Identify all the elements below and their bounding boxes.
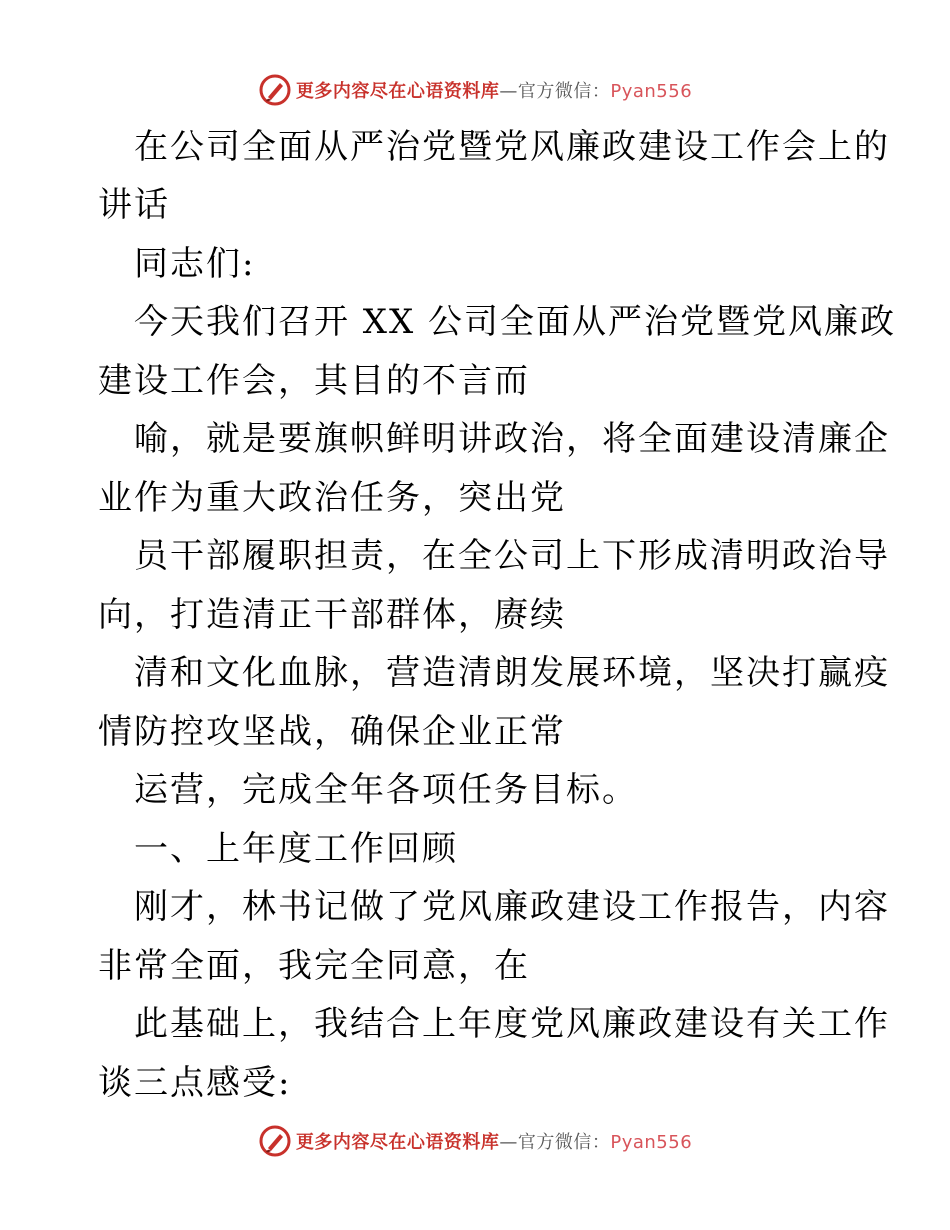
banner-wechat-id: Pyan556 <box>610 81 693 102</box>
brush-logo-icon <box>258 1124 292 1158</box>
salutation-line: 同志们: <box>134 244 256 284</box>
paragraph-line: 运营，完成全年各项任务目标。 <box>134 770 638 810</box>
banner-wechat-id: Pyan556 <box>610 1132 693 1153</box>
paragraph-line: 建设工作会，其目的不言而 <box>98 361 530 401</box>
paragraph-line: 非常全面，我完全同意，在 <box>98 946 530 986</box>
paragraph-line: 业作为重大政治任务，突出党 <box>98 478 566 518</box>
header-watermark-banner <box>0 70 950 110</box>
header-banner-content <box>258 73 692 107</box>
paragraph-line: 喻，就是要旗帜鲜明讲政治，将全面建设清廉企 <box>134 419 890 459</box>
banner-library-name: 更多内容尽在心语资料库 <box>295 81 500 102</box>
paragraph-line: 刚才，林书记做了党风廉政建设工作报告，内容 <box>134 887 890 927</box>
banner-wechat-label: —官方微信： <box>499 81 611 102</box>
title-line-2: 讲话 <box>98 185 170 225</box>
banner-wechat-label: —官方微信： <box>499 1132 611 1153</box>
banner-text <box>296 1128 692 1154</box>
footer-banner-content <box>258 1124 692 1158</box>
banner-library-name: 更多内容尽在心语资料库 <box>295 1132 500 1153</box>
paragraph-line: 向，打造清正干部群体，赓续 <box>98 595 566 635</box>
paragraph-line: 此基础上，我结合上年度党风廉政建设有关工作 <box>134 1004 890 1044</box>
title-line-1: 在公司全面从严治党暨党风廉政建设工作会上的 <box>134 127 890 167</box>
section-heading: 一、上年度工作回顾 <box>134 829 458 869</box>
paragraph-line: 今天我们召开 XX 公司全面从严治党暨党风廉政 <box>134 302 897 342</box>
paragraph-line: 谈三点感受: <box>98 1063 292 1103</box>
banner-text <box>296 77 692 103</box>
paragraph-line: 清和文化血脉，营造清朗发展环境，坚决打赢疫 <box>134 653 890 693</box>
footer-watermark-banner <box>0 1121 950 1161</box>
brush-logo-icon <box>258 73 292 107</box>
paragraph-line: 员干部履职担责，在全公司上下形成清明政治导 <box>134 536 890 576</box>
paragraph-line: 情防控攻坚战，确保企业正常 <box>98 712 566 752</box>
